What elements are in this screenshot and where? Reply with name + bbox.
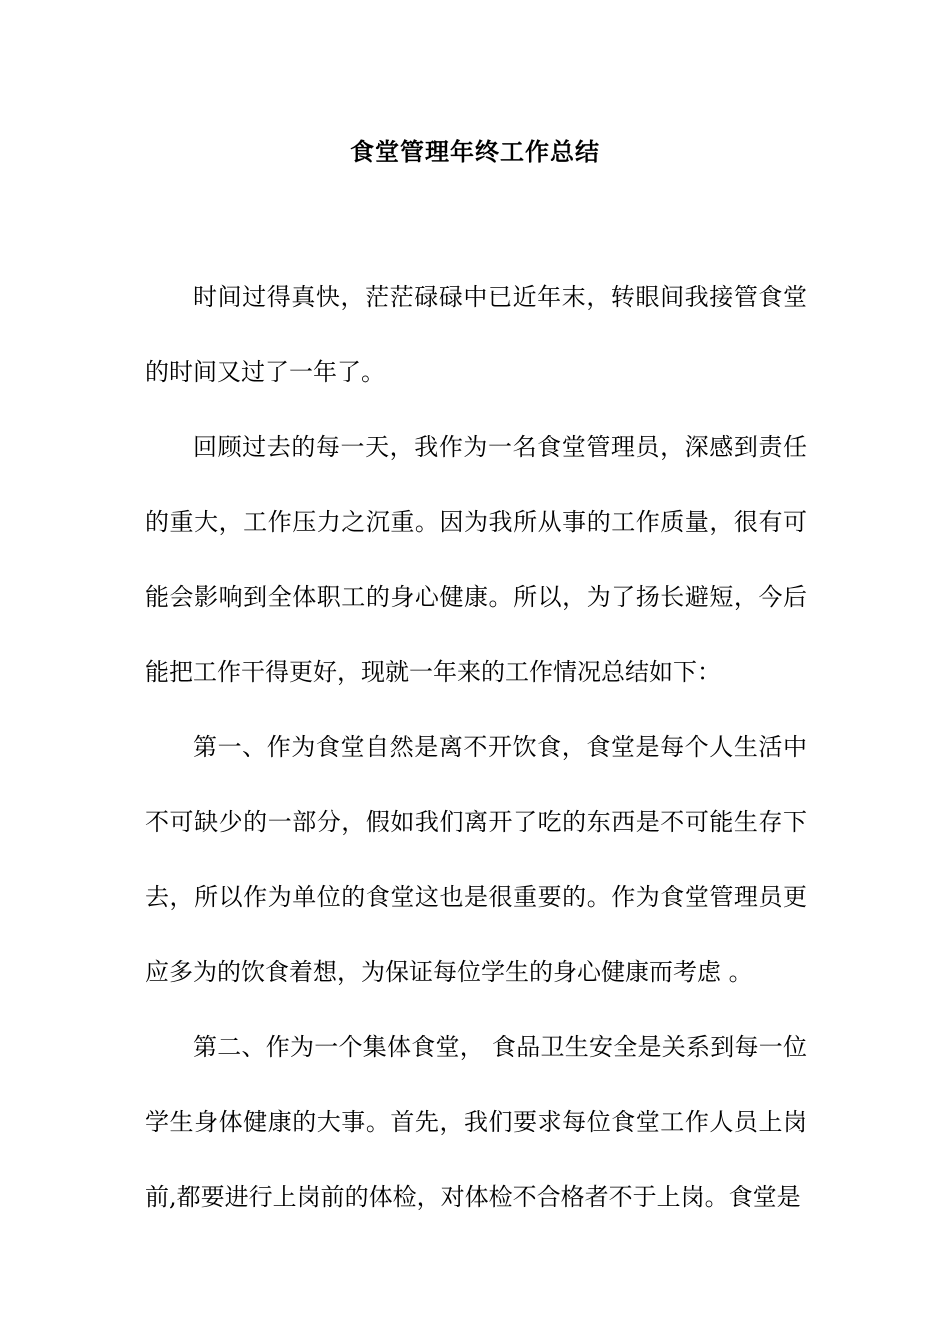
paragraph-4: 第二、作为一个集体食堂， 食品卫生安全是关系到每一位学生身体健康的大事。首先，我们要求每位食堂工作人员上岗前,都要进行上岗前的体检，对体检不合格者不于上岗。食堂是: [145, 1033, 807, 1211]
paragraph-1: 时间过得真快，茫茫碌碌中已近年末，转眼间我接管食堂的时间又过了一年了。: [145, 283, 807, 386]
document-title: 食堂管理年终工作总结: [350, 137, 600, 166]
paragraph-2: 回顾过去的每一天，我作为一名食堂管理员，深感到责任的重大，工作压力之沉重。因为我所从事的工作质量，很有可能会影响到全体职工的身心健康。所以，为了扬长避短，今后能把工作干得更好，现就一年来的工作情况总结如下：: [145, 433, 807, 686]
paragraph-3: 第一、作为食堂自然是离不开饮食，食堂是每个人生活中不可缺少的一部分，假如我们离开了吃的东西是不可能生存下去，所以作为单位的食堂这也是很重要的。作为食堂管理员更应多为的饮食着想，为保证每位学生的身心健康而考虑 。: [145, 733, 807, 986]
document-body: [145, 260, 807, 1235]
